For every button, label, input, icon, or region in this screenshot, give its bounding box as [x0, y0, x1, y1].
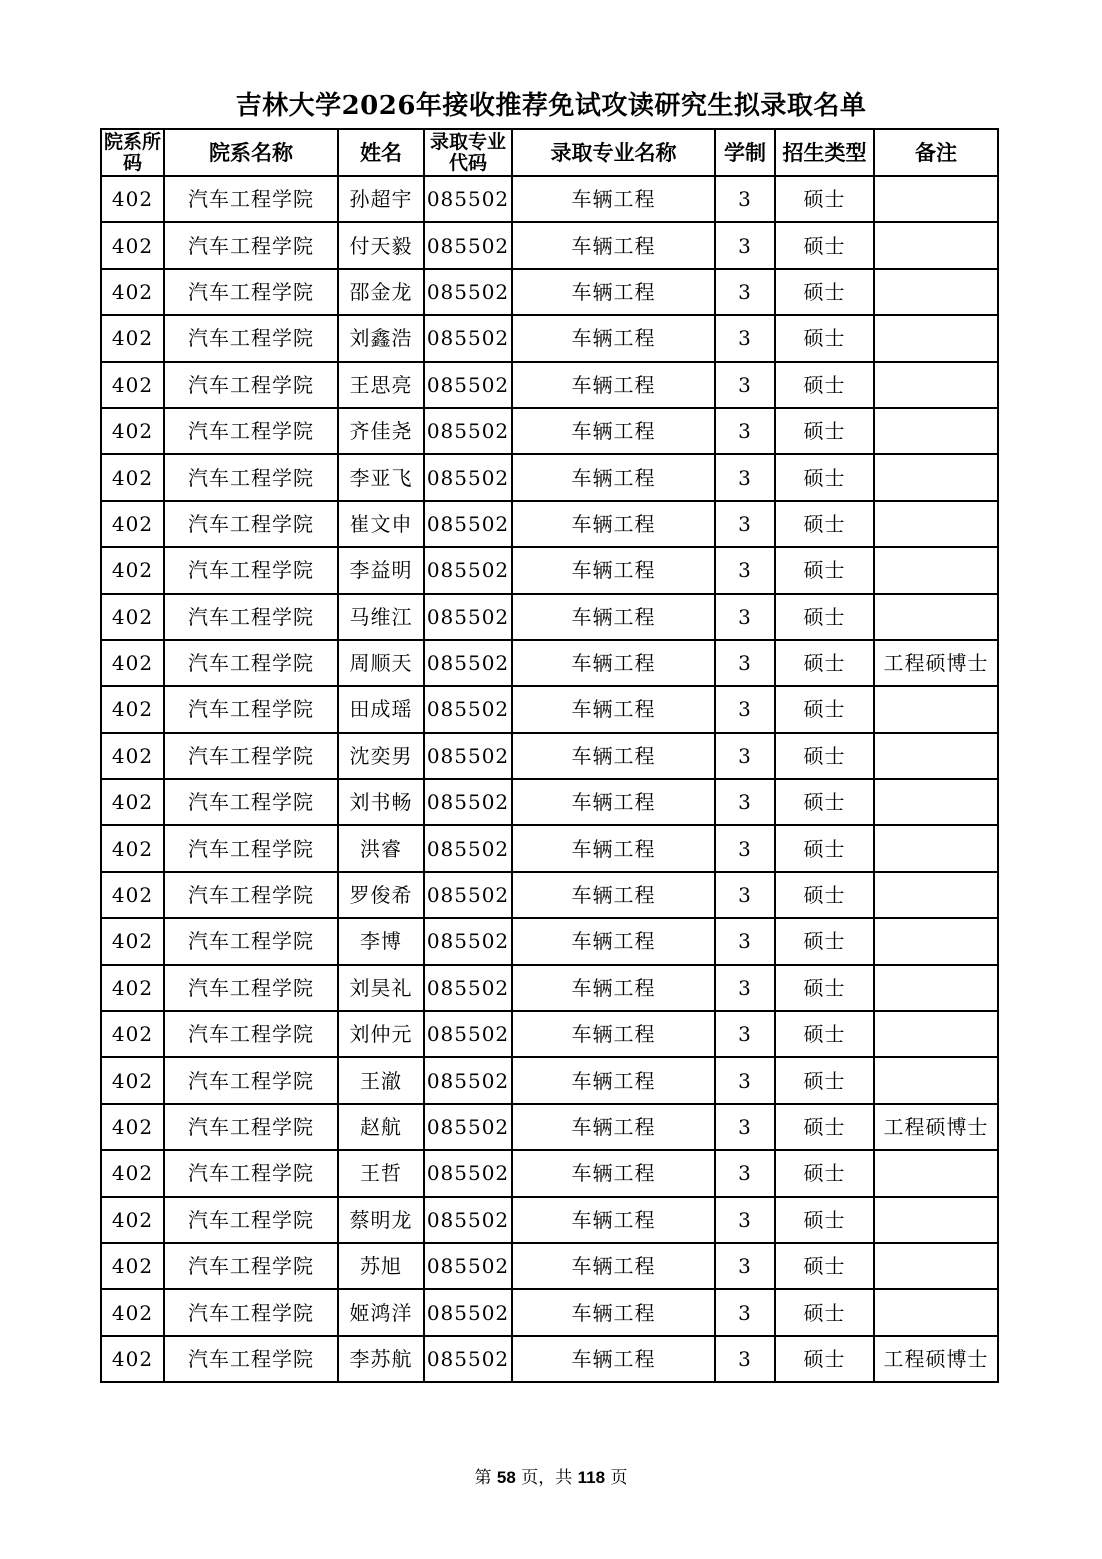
remarks-cell: [874, 222, 998, 268]
duration-cell: 3: [715, 779, 775, 825]
dept-name-cell: 汽车工程学院: [164, 779, 338, 825]
major-name-cell: 车辆工程: [512, 1243, 715, 1289]
major-code-cell: 085502: [424, 1150, 512, 1196]
table-row: [101, 1243, 998, 1289]
major-code-cell: 085502: [424, 176, 512, 222]
enroll-type-cell: 硕士: [775, 454, 874, 500]
duration-cell: 3: [715, 269, 775, 315]
admission-table: [100, 128, 999, 1383]
remarks-cell: [874, 547, 998, 593]
enroll-type-cell: 硕士: [775, 269, 874, 315]
major-code-cell: 085502: [424, 547, 512, 593]
header-major-code: 录取专业代码: [424, 129, 512, 176]
duration-cell: 3: [715, 408, 775, 454]
table-row: [101, 1150, 998, 1196]
enroll-type-cell: 硕士: [775, 640, 874, 686]
dept-code-cell: 402: [101, 176, 164, 222]
dept-code-cell: 402: [101, 825, 164, 871]
remarks-cell: [874, 779, 998, 825]
enroll-type-cell: 硕士: [775, 1150, 874, 1196]
remarks-cell: 工程硕博士: [874, 1336, 998, 1382]
student-name-cell: 周顺天: [338, 640, 424, 686]
table-row: [101, 965, 998, 1011]
major-code-cell: 085502: [424, 872, 512, 918]
student-name-cell: 李亚飞: [338, 454, 424, 500]
header-name: 姓名: [338, 129, 424, 176]
major-name-cell: 车辆工程: [512, 269, 715, 315]
major-code-cell: 085502: [424, 1104, 512, 1150]
table-row: [101, 640, 998, 686]
major-code-cell: 085502: [424, 965, 512, 1011]
student-name-cell: 沈奕男: [338, 733, 424, 779]
duration-cell: 3: [715, 686, 775, 732]
major-code-cell: 085502: [424, 640, 512, 686]
dept-name-cell: 汽车工程学院: [164, 1197, 338, 1243]
student-name-cell: 王思亮: [338, 362, 424, 408]
table-row: [101, 176, 998, 222]
major-name-cell: 车辆工程: [512, 1150, 715, 1196]
enroll-type-cell: 硕士: [775, 547, 874, 593]
dept-name-cell: 汽车工程学院: [164, 222, 338, 268]
dept-name-cell: 汽车工程学院: [164, 454, 338, 500]
enroll-type-cell: 硕士: [775, 872, 874, 918]
major-code-cell: 085502: [424, 501, 512, 547]
major-name-cell: 车辆工程: [512, 965, 715, 1011]
enroll-type-cell: 硕士: [775, 1011, 874, 1057]
remarks-cell: [874, 501, 998, 547]
major-name-cell: 车辆工程: [512, 872, 715, 918]
dept-name-cell: 汽车工程学院: [164, 1150, 338, 1196]
remarks-cell: [874, 825, 998, 871]
duration-cell: 3: [715, 733, 775, 779]
duration-cell: 3: [715, 1104, 775, 1150]
enroll-type-cell: 硕士: [775, 1243, 874, 1289]
duration-cell: 3: [715, 825, 775, 871]
table-row: [101, 547, 998, 593]
duration-cell: 3: [715, 222, 775, 268]
duration-cell: 3: [715, 1197, 775, 1243]
dept-code-cell: 402: [101, 501, 164, 547]
dept-name-cell: 汽车工程学院: [164, 918, 338, 964]
table-row: [101, 1104, 998, 1150]
major-name-cell: 车辆工程: [512, 594, 715, 640]
major-name-cell: 车辆工程: [512, 686, 715, 732]
remarks-cell: [874, 1150, 998, 1196]
enroll-type-cell: 硕士: [775, 1289, 874, 1335]
table-row: [101, 733, 998, 779]
major-name-cell: 车辆工程: [512, 408, 715, 454]
dept-code-cell: 402: [101, 362, 164, 408]
table-row: [101, 362, 998, 408]
remarks-cell: [874, 594, 998, 640]
table-body: [101, 176, 998, 1382]
remarks-cell: [874, 1289, 998, 1335]
major-name-cell: 车辆工程: [512, 1336, 715, 1382]
major-name-cell: 车辆工程: [512, 779, 715, 825]
student-name-cell: 田成瑶: [338, 686, 424, 732]
student-name-cell: 苏旭: [338, 1243, 424, 1289]
duration-cell: 3: [715, 454, 775, 500]
student-name-cell: 邵金龙: [338, 269, 424, 315]
remarks-cell: [874, 1243, 998, 1289]
major-code-cell: 085502: [424, 825, 512, 871]
remarks-cell: [874, 362, 998, 408]
table-row: [101, 269, 998, 315]
duration-cell: 3: [715, 1243, 775, 1289]
dept-code-cell: 402: [101, 779, 164, 825]
table-row: [101, 872, 998, 918]
table-row: [101, 408, 998, 454]
dept-code-cell: 402: [101, 686, 164, 732]
major-code-cell: 085502: [424, 1243, 512, 1289]
duration-cell: 3: [715, 176, 775, 222]
table-row: [101, 1011, 998, 1057]
dept-code-cell: 402: [101, 222, 164, 268]
dept-code-cell: 402: [101, 872, 164, 918]
remarks-cell: [874, 686, 998, 732]
dept-code-cell: 402: [101, 1336, 164, 1382]
remarks-cell: [874, 269, 998, 315]
major-code-cell: 085502: [424, 686, 512, 732]
dept-name-cell: 汽车工程学院: [164, 640, 338, 686]
table-row: [101, 454, 998, 500]
student-name-cell: 李益明: [338, 547, 424, 593]
duration-cell: 3: [715, 872, 775, 918]
major-name-cell: 车辆工程: [512, 454, 715, 500]
header-dept-code: 院系所码: [101, 129, 164, 176]
enroll-type-cell: 硕士: [775, 1336, 874, 1382]
duration-cell: 3: [715, 918, 775, 964]
duration-cell: 3: [715, 547, 775, 593]
dept-code-cell: 402: [101, 1197, 164, 1243]
dept-code-cell: 402: [101, 1057, 164, 1103]
student-name-cell: 洪睿: [338, 825, 424, 871]
dept-name-cell: 汽车工程学院: [164, 1011, 338, 1057]
dept-code-cell: 402: [101, 315, 164, 361]
dept-name-cell: 汽车工程学院: [164, 1336, 338, 1382]
major-code-cell: 085502: [424, 1057, 512, 1103]
dept-code-cell: 402: [101, 1104, 164, 1150]
dept-name-cell: 汽车工程学院: [164, 965, 338, 1011]
table-row: [101, 1336, 998, 1382]
header-remarks: 备注: [874, 129, 998, 176]
header-enroll-type: 招生类型: [775, 129, 874, 176]
major-code-cell: 085502: [424, 1289, 512, 1335]
dept-code-cell: 402: [101, 1150, 164, 1196]
dept-name-cell: 汽车工程学院: [164, 547, 338, 593]
major-code-cell: 085502: [424, 779, 512, 825]
enroll-type-cell: 硕士: [775, 176, 874, 222]
dept-code-cell: 402: [101, 269, 164, 315]
remarks-cell: [874, 872, 998, 918]
student-name-cell: 罗俊希: [338, 872, 424, 918]
duration-cell: 3: [715, 965, 775, 1011]
dept-code-cell: 402: [101, 965, 164, 1011]
student-name-cell: 刘书畅: [338, 779, 424, 825]
dept-name-cell: 汽车工程学院: [164, 1289, 338, 1335]
enroll-type-cell: 硕士: [775, 315, 874, 361]
enroll-type-cell: 硕士: [775, 222, 874, 268]
student-name-cell: 蔡明龙: [338, 1197, 424, 1243]
enroll-type-cell: 硕士: [775, 733, 874, 779]
major-code-cell: 085502: [424, 1336, 512, 1382]
remarks-cell: [874, 1011, 998, 1057]
student-name-cell: 付天毅: [338, 222, 424, 268]
page-title: 吉林大学2026年接收推荐免试攻读研究生拟录取名单: [235, 91, 867, 121]
remarks-cell: [874, 1197, 998, 1243]
remarks-cell: [874, 1057, 998, 1103]
dept-code-cell: 402: [101, 594, 164, 640]
student-name-cell: 崔文申: [338, 501, 424, 547]
major-code-cell: 085502: [424, 918, 512, 964]
student-name-cell: 王澈: [338, 1057, 424, 1103]
header-duration: 学制: [715, 129, 775, 176]
major-name-cell: 车辆工程: [512, 1104, 715, 1150]
major-name-cell: 车辆工程: [512, 176, 715, 222]
dept-name-cell: 汽车工程学院: [164, 362, 338, 408]
major-name-cell: 车辆工程: [512, 825, 715, 871]
student-name-cell: 刘仲元: [338, 1011, 424, 1057]
enroll-type-cell: 硕士: [775, 594, 874, 640]
dept-name-cell: 汽车工程学院: [164, 733, 338, 779]
student-name-cell: 姬鸿洋: [338, 1289, 424, 1335]
dept-name-cell: 汽车工程学院: [164, 501, 338, 547]
dept-name-cell: 汽车工程学院: [164, 686, 338, 732]
enroll-type-cell: 硕士: [775, 408, 874, 454]
remarks-cell: [874, 918, 998, 964]
enroll-type-cell: 硕士: [775, 825, 874, 871]
major-name-cell: 车辆工程: [512, 547, 715, 593]
remarks-cell: [874, 408, 998, 454]
duration-cell: 3: [715, 1057, 775, 1103]
duration-cell: 3: [715, 1336, 775, 1382]
duration-cell: 3: [715, 501, 775, 547]
remarks-cell: [874, 733, 998, 779]
duration-cell: 3: [715, 1150, 775, 1196]
dept-name-cell: 汽车工程学院: [164, 408, 338, 454]
dept-code-cell: 402: [101, 547, 164, 593]
dept-code-cell: 402: [101, 454, 164, 500]
duration-cell: 3: [715, 640, 775, 686]
dept-code-cell: 402: [101, 408, 164, 454]
dept-code-cell: 402: [101, 640, 164, 686]
dept-name-cell: 汽车工程学院: [164, 872, 338, 918]
major-name-cell: 车辆工程: [512, 501, 715, 547]
header-dept-name: 院系名称: [164, 129, 338, 176]
enroll-type-cell: 硕士: [775, 965, 874, 1011]
student-name-cell: 王哲: [338, 1150, 424, 1196]
table-row: [101, 222, 998, 268]
major-name-cell: 车辆工程: [512, 362, 715, 408]
major-code-cell: 085502: [424, 1011, 512, 1057]
student-name-cell: 赵航: [338, 1104, 424, 1150]
student-name-cell: 李苏航: [338, 1336, 424, 1382]
table-row: [101, 918, 998, 964]
duration-cell: 3: [715, 315, 775, 361]
major-name-cell: 车辆工程: [512, 1197, 715, 1243]
dept-name-cell: 汽车工程学院: [164, 315, 338, 361]
major-code-cell: 085502: [424, 1197, 512, 1243]
major-name-cell: 车辆工程: [512, 733, 715, 779]
footer-middle: 页，共: [515, 1468, 578, 1488]
duration-cell: 3: [715, 594, 775, 640]
major-name-cell: 车辆工程: [512, 918, 715, 964]
dept-name-cell: 汽车工程学院: [164, 1243, 338, 1289]
duration-cell: 3: [715, 1289, 775, 1335]
page-footer: [0, 1466, 1102, 1490]
major-name-cell: 车辆工程: [512, 315, 715, 361]
major-code-cell: 085502: [424, 362, 512, 408]
remarks-cell: [874, 965, 998, 1011]
enroll-type-cell: 硕士: [775, 686, 874, 732]
major-name-cell: 车辆工程: [512, 1011, 715, 1057]
current-page-number: 58: [496, 1468, 516, 1487]
dept-name-cell: 汽车工程学院: [164, 1057, 338, 1103]
enroll-type-cell: 硕士: [775, 362, 874, 408]
table-row: [101, 1057, 998, 1103]
dept-name-cell: 汽车工程学院: [164, 1104, 338, 1150]
dept-code-cell: 402: [101, 1289, 164, 1335]
table-row: [101, 825, 998, 871]
duration-cell: 3: [715, 1011, 775, 1057]
major-code-cell: 085502: [424, 269, 512, 315]
dept-code-cell: 402: [101, 733, 164, 779]
enroll-type-cell: 硕士: [775, 1104, 874, 1150]
remarks-cell: 工程硕博士: [874, 640, 998, 686]
enroll-type-cell: 硕士: [775, 1057, 874, 1103]
major-code-cell: 085502: [424, 454, 512, 500]
student-name-cell: 李博: [338, 918, 424, 964]
table-row: [101, 686, 998, 732]
student-name-cell: 马维江: [338, 594, 424, 640]
dept-code-cell: 402: [101, 1011, 164, 1057]
major-code-cell: 085502: [424, 733, 512, 779]
table-row: [101, 501, 998, 547]
major-name-cell: 车辆工程: [512, 640, 715, 686]
dept-name-cell: 汽车工程学院: [164, 176, 338, 222]
student-name-cell: 刘鑫浩: [338, 315, 424, 361]
student-name-cell: 齐佳尧: [338, 408, 424, 454]
major-code-cell: 085502: [424, 222, 512, 268]
table-row: [101, 1289, 998, 1335]
student-name-cell: 刘昊礼: [338, 965, 424, 1011]
enroll-type-cell: 硕士: [775, 501, 874, 547]
total-pages-number: 118: [577, 1468, 606, 1487]
header-major-name: 录取专业名称: [512, 129, 715, 176]
enroll-type-cell: 硕士: [775, 918, 874, 964]
remarks-cell: [874, 315, 998, 361]
table-row: [101, 315, 998, 361]
enroll-type-cell: 硕士: [775, 779, 874, 825]
dept-code-cell: 402: [101, 918, 164, 964]
student-name-cell: 孙超宇: [338, 176, 424, 222]
table-row: [101, 594, 998, 640]
major-code-cell: 085502: [424, 315, 512, 361]
footer-prefix: 第: [474, 1468, 497, 1488]
remarks-cell: [874, 454, 998, 500]
major-name-cell: 车辆工程: [512, 222, 715, 268]
dept-name-cell: 汽车工程学院: [164, 594, 338, 640]
dept-code-cell: 402: [101, 1243, 164, 1289]
major-name-cell: 车辆工程: [512, 1057, 715, 1103]
major-code-cell: 085502: [424, 408, 512, 454]
duration-cell: 3: [715, 362, 775, 408]
enroll-type-cell: 硕士: [775, 1197, 874, 1243]
remarks-cell: 工程硕博士: [874, 1104, 998, 1150]
table-row: [101, 1197, 998, 1243]
remarks-cell: [874, 176, 998, 222]
dept-name-cell: 汽车工程学院: [164, 269, 338, 315]
table-row: [101, 779, 998, 825]
footer-suffix: 页: [605, 1468, 628, 1488]
table-header-row: [101, 129, 998, 176]
dept-name-cell: 汽车工程学院: [164, 825, 338, 871]
major-code-cell: 085502: [424, 594, 512, 640]
major-name-cell: 车辆工程: [512, 1289, 715, 1335]
